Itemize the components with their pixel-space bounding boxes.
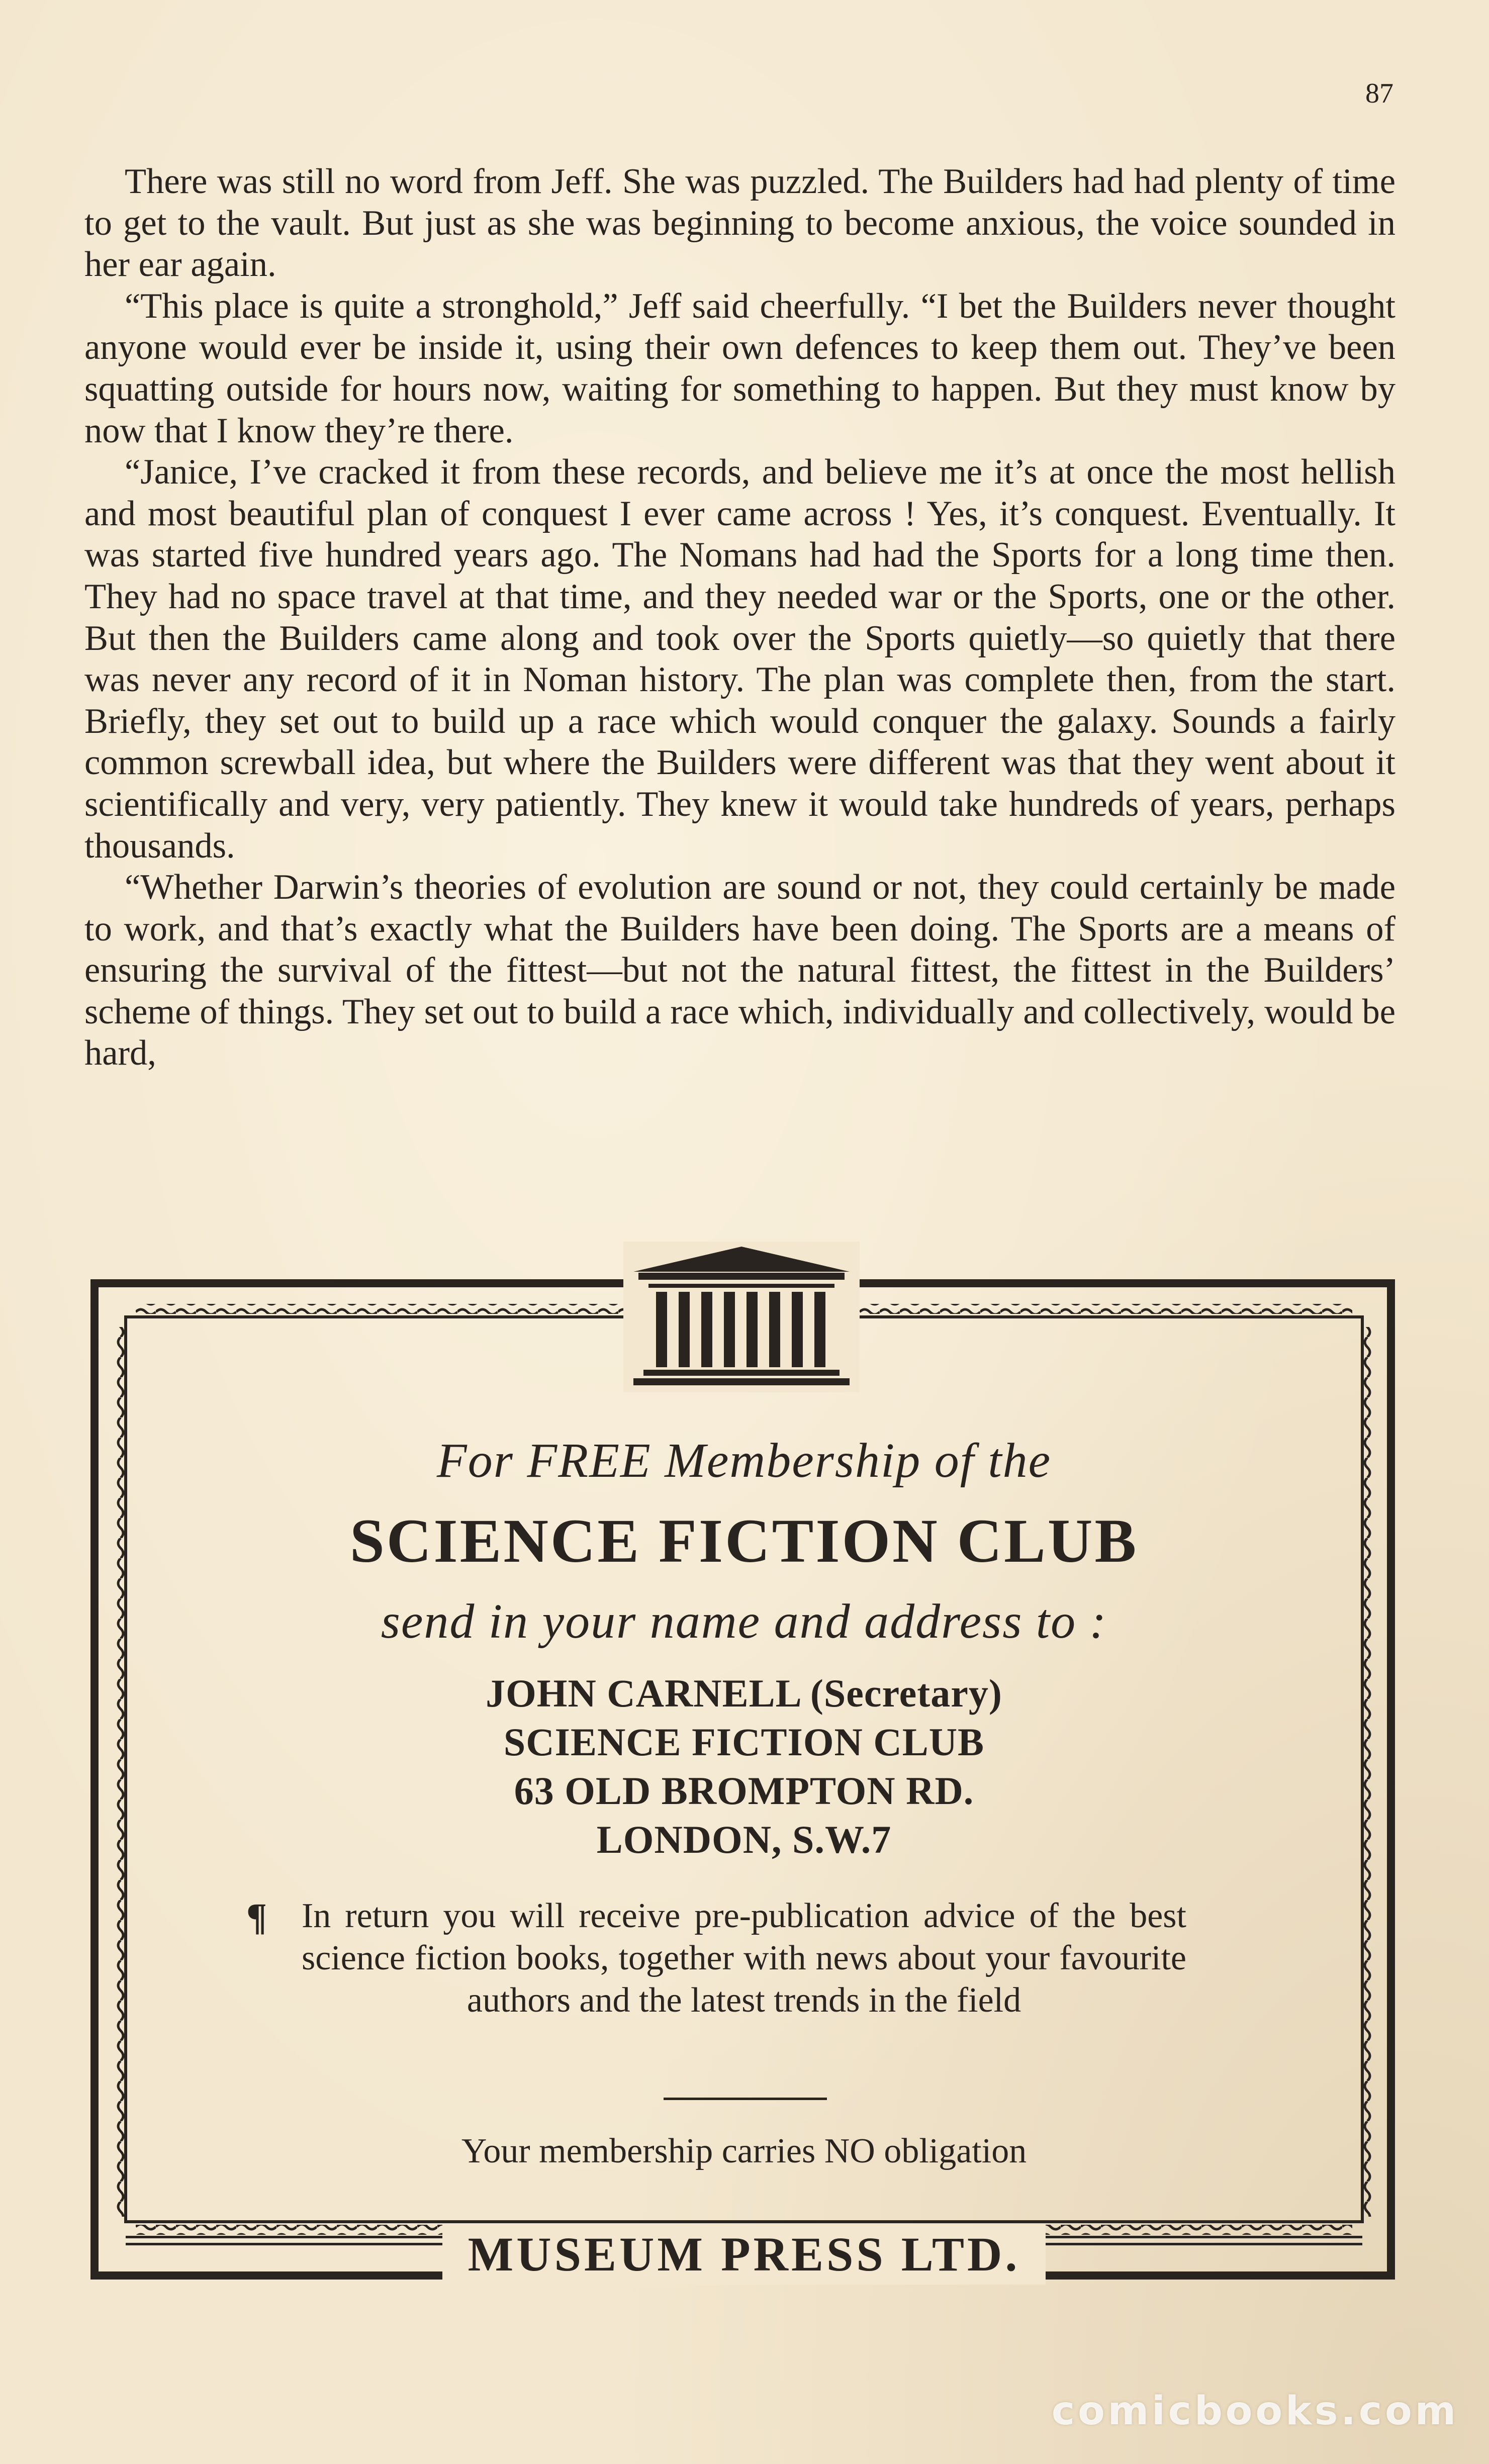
story-text (84, 161, 1395, 1074)
ad-address (126, 1669, 1362, 1864)
publisher-name: MUSEUM PRESS LTD. (442, 2224, 1046, 2285)
ad-benefit-text: In return you will receive pre-publication advice of the best science fiction books, together with news about your favourite authors and the latest trends in the field (302, 1897, 1186, 2020)
ad-obligation: Your membership carries NO obligation (461, 2132, 1027, 2170)
temple-logo-icon (623, 1242, 860, 1392)
story-paragraph: “Whether Darwin’s theories of evolution are sound or not, they could certainly be made to work, and that’s exactly what the Builders have been doing. The Sports are a means of ensuring the survival of the fittest—but not the natural fittest, the fittest in the Builders’ scheme of things. They set out to build a race which, individually and collectively, would be hard, (84, 868, 1395, 1073)
address-line: LONDON, S.W.7 (596, 1818, 892, 1861)
story-paragraph: “This place is quite a stronghold,” Jeff said cheerfully. “I bet the Builders never thought anyone would ever be inside it, using their own defences to keep them out. They’ve been squatting outside for hours now, waiting for something to happen. But they must know by now that I know they’re there. (84, 286, 1395, 450)
watermark: comicbooks.com (1051, 2389, 1459, 2434)
address-line: SCIENCE FICTION CLUB (503, 1720, 985, 1764)
address-line: 63 OLD BROMPTON RD. (514, 1769, 974, 1813)
ad-instruction: send in your name and address to : (381, 1594, 1107, 1649)
pilcrow-icon: ¶ (246, 1896, 267, 1938)
ad-intro: For FREE Membership of the (436, 1434, 1052, 1488)
story-paragraph: “Janice, I’ve cracked it from these records, and believe me it’s at once the most hellish and most beautiful plan of conquest I ever came across ! Yes, it’s conquest. Eventually. It was started five hundred years ago. The Nomans had had the Sports for a long time then. They had no space travel at that time, and they needed war or the Sports, one or the other. But then the Builders came along and took over the Sports quietly—so quietly that there was never any record of it in Noman history. The plan was complete then, from the start. Briefly, they set out to build up a race which would conquer the galaxy. Sounds a fairly common screwball idea, but where the Builders were different was that they went about it scientifically and very, very patiently. They knew it would take hundreds of years, perhaps thousands. (84, 452, 1395, 866)
address-line: JOHN CARNELL (Secretary) (486, 1671, 1002, 1715)
ad-club-title: SCIENCE FICTION CLUB (349, 1506, 1139, 1575)
story-paragraph: There was still no word from Jeff. She was puzzled. The Builders had had plenty of time to get to the vault. But just as she was beginning to become anxious, the voice sounded in her ear again. (84, 162, 1395, 285)
page-number: 87 (1365, 78, 1393, 109)
divider (664, 2098, 827, 2100)
